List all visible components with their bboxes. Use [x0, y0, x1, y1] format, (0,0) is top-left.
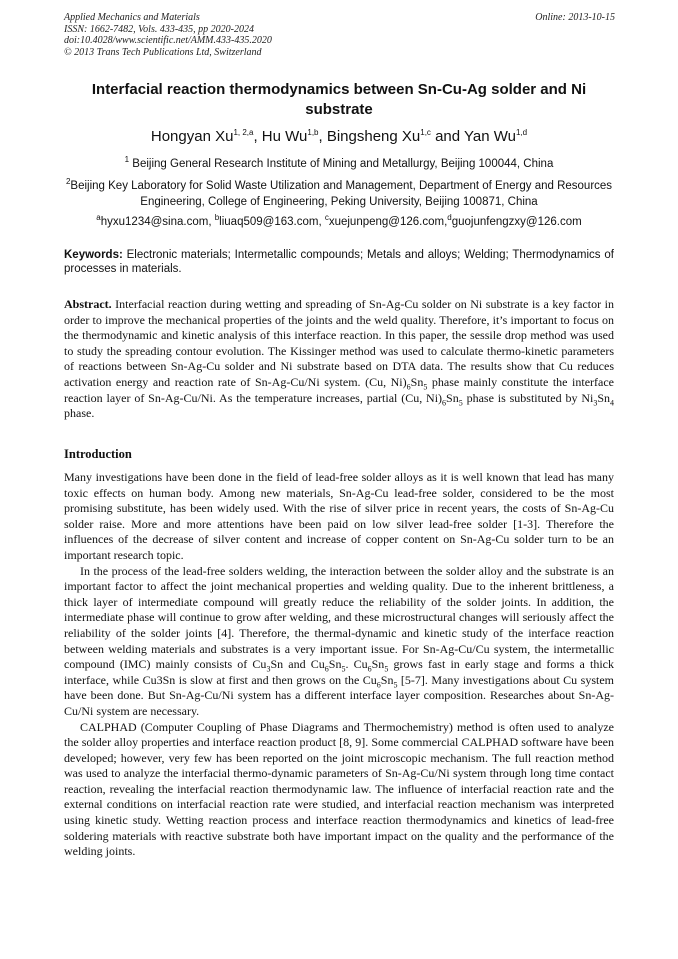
- email-superscript: b: [214, 213, 220, 223]
- paragraph-text: . Cu: [345, 657, 368, 672]
- subscript: 5: [423, 382, 428, 392]
- author-list: [64, 128, 614, 146]
- affiliation-superscript: 1: [124, 155, 130, 165]
- subscript: 5: [341, 664, 346, 674]
- paragraph-text: grows fast in early stage and forms a thick interface, while Cu3Sn is slow at first and then grows on the Cu: [64, 657, 614, 687]
- author-separator: ,: [253, 128, 262, 145]
- email-text[interactable]: hyxu1234@sina.com,: [100, 216, 215, 228]
- author-name: Yan Wu: [464, 128, 516, 145]
- paragraph-text: Sn: [328, 657, 342, 672]
- subscript: 4: [610, 397, 615, 407]
- abstract-text: Sn: [446, 390, 459, 405]
- keywords-text: Electronic materials; Intermetallic compounds; Metals and alloys; Welding; Thermodynamics of processes in materials.: [64, 249, 614, 275]
- subscript: 6: [406, 382, 411, 392]
- abstract-label: Abstract.: [64, 297, 112, 311]
- email-text[interactable]: xuejunpeng@126.com,: [328, 216, 448, 228]
- issn-line: ISSN: 1662-7482, Vols. 433-435, pp 2020-2024: [64, 23, 254, 35]
- author-superscript: 1,c: [420, 128, 431, 137]
- author-name: Hu Wu: [261, 128, 308, 145]
- abstract: [64, 297, 614, 422]
- subscript: 3: [593, 397, 598, 407]
- paragraph-text: Sn: [380, 672, 394, 687]
- affiliation-superscript: 2: [65, 177, 71, 187]
- email-text[interactable]: liuaq509@163.com,: [219, 216, 325, 228]
- copyright-line: © 2013 Trans Tech Publications Ltd, Switzerland: [64, 46, 262, 58]
- paragraph-text: Sn and Cu: [270, 657, 325, 672]
- abstract-text: Sn: [597, 390, 611, 405]
- abstract-text: phase is substituted by Ni: [462, 390, 594, 405]
- author-superscript: 1,d: [516, 128, 528, 137]
- paragraph: CALPHAD (Computer Coupling of Phase Diagrams and Thermochemistry) method is often used to analyze the solder alloy properties and interface reaction product [8, 9]. Some commercial CALPHAD software have been developed; however, very few has been reported on the joint microscopic mechanism. The full reaction method was used to analyze the interfacial thermo-dynamic parameters of Sn-Ag-Cu/Ni system through long time contact reaction, revealing the interfacial reaction thermodynamic law. The influence of interfacial reaction rate and the external conditions on interfacial reaction rate were studied, and interfacial reaction mechanism was interpreted using kinetic study. Wetting reaction process and interface reaction thermodynamics and kinetics of lead-free soldering materials with reactive substrate both have important impact on the quality and the performance of the welding joints.: [64, 719, 614, 859]
- author-superscript: 1, 2,a: [233, 128, 254, 137]
- subscript: 6: [376, 680, 381, 690]
- subscript: 5: [393, 680, 398, 690]
- author-name: Hongyan Xu: [150, 128, 234, 145]
- affiliation-text: Beijing General Research Institute of Mining and Metallurgy, Beijing 100044, China: [129, 158, 554, 170]
- email-text[interactable]: guojunfengzxy@126.com: [451, 216, 582, 228]
- author-superscript: 1,b: [307, 128, 319, 137]
- keywords-label: Keywords:: [64, 249, 123, 261]
- email-superscript: a: [96, 213, 101, 223]
- paragraph-text: In the process of the lead-free solders welding, the interaction between the solder alloy and the substrate is an important factor to affect the joint mechanical properties and welding quality. Due to the inherent brittleness, a thick layer of intermediate compound will greatly reduce the reliability of the solder joints. In addition, the intermediate phase will continue to grow after welding, and these microstructural changes will seriously affect the reliability of the solder joints [4]. Therefore, the thermal-dynamic and kinetic study of the interface reaction between welding materials and substrates is a very important issue. For Sn-Ag-Cu/Cu system, the intermetallic compound (IMC) mainly consists of Cu: [64, 563, 614, 672]
- introduction-body: [64, 470, 614, 860]
- author-separator: ,: [318, 128, 327, 145]
- abstract-text: phase.: [64, 406, 95, 421]
- affiliation-1: [64, 156, 614, 172]
- subscript: 6: [367, 664, 372, 674]
- subscript: 3: [266, 664, 271, 674]
- abstract-text: Sn: [410, 374, 424, 389]
- section-heading-introduction: Introduction: [64, 447, 132, 461]
- journal-name: Applied Mechanics and Materials: [64, 12, 200, 23]
- abstract-text: phase mainly constitute the interface reaction layer of Sn-Ag-Cu/Ni. As the temperature increases, partial (Cu, Ni): [64, 374, 615, 405]
- paragraph: Many investigations have been done in the field of lead-free solder alloys as it is well known that lead has many toxic effects on human body. Among new materials, Sn-Ag-Cu lead-free solder, considered to be the most promising substitute, has been widely used. With the rise of silver price in recent years, the costs of Sn-Ag-Cu solder raise. More and more attentions have been paid on low silver lead-free solder [1-3]. Therefore the influences of the decrease of silver content and increase of copper content on Sn-Ag-Cu solder turn to be an important research topic.: [64, 470, 614, 562]
- subscript: 6: [442, 397, 447, 407]
- subscript: 5: [384, 664, 389, 674]
- subscript: 6: [324, 664, 329, 674]
- paragraph-text: Sn: [371, 657, 385, 672]
- author-name: Bingsheng Xu: [326, 128, 421, 145]
- affiliation-2: [64, 178, 614, 210]
- email-superscript: c: [324, 213, 329, 223]
- online-date: Online: 2013-10-15: [535, 12, 615, 23]
- email-list: [64, 214, 614, 230]
- doi-line: doi:10.4028/www.scientific.net/AMM.433-435.2020: [64, 35, 272, 46]
- journal-header: [64, 12, 272, 58]
- keywords: [64, 248, 614, 276]
- paragraph-text: [5-7]. Many investigations about Cu system have been done. But Sn-Ag-Cu/Ni system has a different interface layer composition. Researches about Sn-Ag-Cu/Ni system are necessary.: [64, 672, 614, 718]
- abstract-text: Interfacial reaction during wetting and spreading of Sn-Ag-Cu solder on Ni substrate is a key factor in order to improve the mechanical properties of the joints and the weld quality. Therefore, it’s important to focus on the thermodynamic and kinetic analysis of this interface reaction. In this paper, the sessile drop method was used to study the spreading contour evolution. The Kissinger method was used to calculate thermo-kinetic parameters of reactions between Sn-Ag-Cu solder and Ni substrate based on DTA data. The results show that Cu reduces activation energy and reaction rate of Sn-Ag-Cu/Ni system. (Cu, Ni): [64, 297, 614, 389]
- paper-title: Interfacial reaction thermodynamics between Sn-Cu-Ag solder and Ni substrate: [91, 81, 587, 118]
- affiliation-text: Beijing Key Laboratory for Solid Waste Utilization and Management, Department of Energy and Resources Engineering, College of Engineering, Peking University, Beijing 100871, China: [70, 180, 613, 208]
- author-and: and: [430, 128, 465, 145]
- email-superscript: d: [447, 213, 452, 223]
- paragraph: [64, 564, 614, 720]
- subscript: 5: [458, 397, 463, 407]
